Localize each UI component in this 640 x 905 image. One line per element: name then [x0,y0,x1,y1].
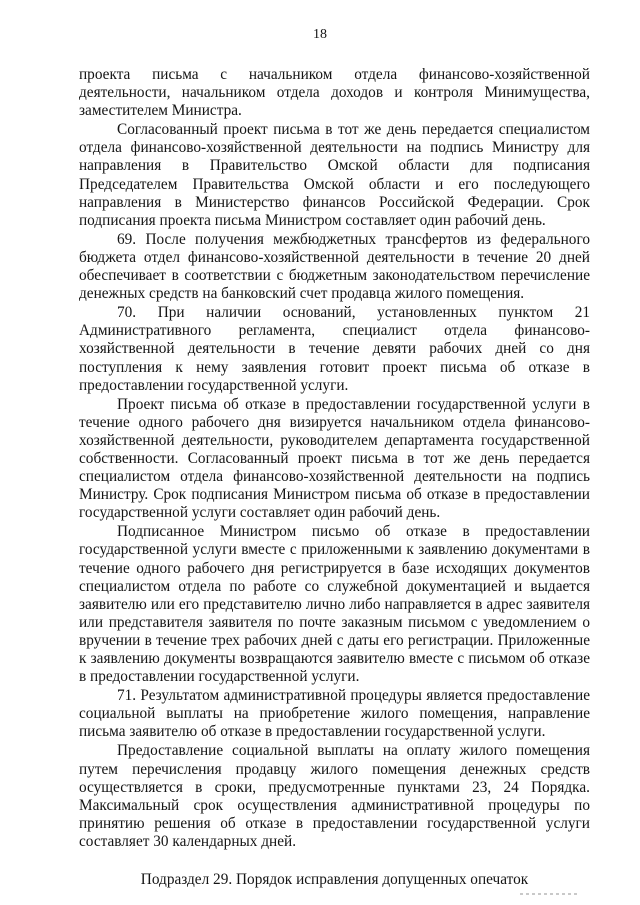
paragraph-continuation: проекта письма с начальником отдела финансово-хозяйственной деятельности, начальником отдела доходов и контроля Минимущества, заместителем Министра. [79,66,590,120]
section-subheading: Подраздел 29. Порядок исправления допущенных опечаток [140,871,529,889]
paragraph-item-70: 70. При наличии оснований, установленных пунктом 21 Административного регламента, специалист отдела финансово-хозяйственной деятельности в течение девяти рабочих дней со дня поступления к нему заявления готовит проект письма об отказе в предоставлении государственной услуги. [79,304,590,394]
document-body [79,66,590,889]
paragraph-payment-terms: Предоставление социальной выплаты на оплату жилого помещения путем перечисления продавцу жилого помещения денежных средств осуществляется в сроки, предусмотренные пунктами 23, 24 Порядка. Максимальный срок осуществления административной процедуры по принятию решения об отказе в предоставлении государственной услуги составляет 30 календарных дней. [79,742,590,850]
scan-artifact [520,893,580,895]
paragraph-item-69: 69. После получения межбюджетных трансфертов из федерального бюджета отдел финансово-хозяйственной деятельности в течение 20 дней обеспечивает в соответствии с бюджетным законодательством перечисление денежных средств на банковский счет продавца жилого помещения. [79,230,590,303]
paragraph-signed-refusal: Подписанное Министром письмо об отказе в предоставлении государственной услуги вместе с приложенными к заявлению документами в течение одного рабочего дня регистрируется в базе исходящих документов специалистом отдела по работе со служебной документацией и выдается заявителю или его представителю лично либо направляется в адрес заявителя или представителя заявителя по почте заказным письмом с уведомлением о вручении в течение трех рабочих дней с даты его регистрации. Приложенные к заявлению документы возвращаются заявителю вместе с письмом об отказе в предоставлении государственной услуги. [79,523,590,686]
page-number: 18 [313,27,327,42]
paragraph-approved-draft: Согласованный проект письма в тот же день передается специалистом отдела финансово-хозяйственной деятельности на подпись Министру для направления в Правительство Омской области для подписания Председателем Правительства Омской области и его последующего направления в Министерство финансов Российской Федерации. Срок подписания проекта письма Министром составляет один рабочий день. [79,121,590,229]
paragraph-refusal-draft: Проект письма об отказе в предоставлении государственной услуги в течение одного рабочего дня визируется начальником отдела финансово-хозяйственной деятельности, руководителем департамента государственной собственности. Согласованный проект письма в тот же день передается специалистом отдела финансово-хозяйственной деятельности на подпись Министру. Срок подписания Министром письма об отказе в предоставлении государственной услуги составляет один рабочий день. [79,395,590,522]
paragraph-item-71: 71. Результатом административной процедуры является предоставление социальной выплаты на приобретение жилого помещения, направление письма заявителю об отказе в предоставлении государственной услуги. [79,687,590,741]
